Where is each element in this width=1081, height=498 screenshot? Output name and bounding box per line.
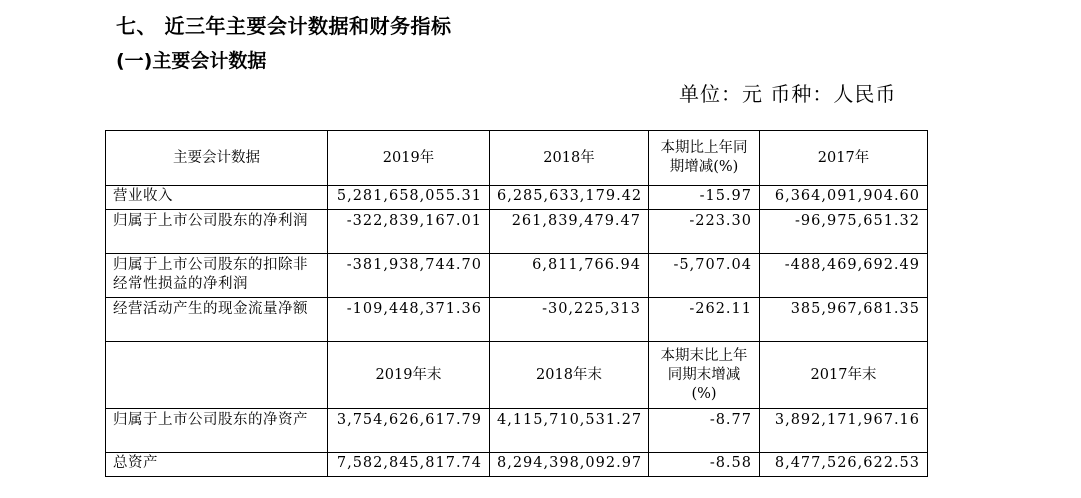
cell-2019: 7,582,845,817.74 [328,453,490,477]
table-row [106,186,928,210]
row-label: 经营活动产生的现金流量净额 [106,298,328,342]
cell-2018: 6,811,766.94 [490,254,649,298]
row-label: 归属于上市公司股东的净资产 [106,409,328,453]
table-row [106,453,928,477]
header-change-line1: 本期比上年同 [660,140,748,156]
table-subheader-row [106,342,928,409]
table-row [106,298,928,342]
table-row [106,409,928,453]
table-header-row [106,131,928,186]
cell-2017: 385,967,681.35 [760,298,928,342]
cell-2019: -322,839,167.01 [328,210,490,254]
row-label: 营业收入 [106,186,328,210]
row-label: 总资产 [106,453,328,477]
key-accounting-data-table [105,130,928,477]
cell-2018: 261,839,479.47 [490,210,649,254]
cell-2018: -30,225,313 [490,298,649,342]
subheader-2018-end: 2018年末 [490,342,649,409]
header-2017: 2017年 [760,131,928,186]
table-row [106,210,928,254]
cell-2017: 6,364,091,904.60 [760,186,928,210]
header-2019: 2019年 [328,131,490,186]
cell-change: -8.58 [649,453,760,477]
cell-change: -15.97 [649,186,760,210]
subheader-change-line3: (%) [691,385,717,402]
cell-2018: 6,285,633,179.42 [490,186,649,210]
cell-2017: 3,892,171,967.16 [760,409,928,453]
cell-change: -8.77 [649,409,760,453]
cell-2017: 8,477,526,622.53 [760,453,928,477]
cell-2018: 8,294,398,092.97 [490,453,649,477]
cell-2019: -381,938,744.70 [328,254,490,298]
row-label: 归属于上市公司股东的扣除非经常性损益的净利润 [106,254,328,298]
subsection-title: (一)主要会计数据 [116,50,267,72]
header-change [649,131,760,186]
header-item: 主要会计数据 [106,131,328,186]
section-title: 七、 近三年主要会计数据和财务指标 [116,14,452,38]
cell-2019: -109,448,371.36 [328,298,490,342]
row-label: 归属于上市公司股东的净利润 [106,210,328,254]
subheader-2019-end: 2019年末 [328,342,490,409]
cell-change: -223.30 [649,210,760,254]
unit-currency-note: 单位：元 币种：人民币 [679,82,897,106]
subheader-item [106,342,328,409]
cell-2017: -488,469,692.49 [760,254,928,298]
cell-change: -5,707.04 [649,254,760,298]
header-2018: 2018年 [490,131,649,186]
subheader-change-line2: 同期末增减 [667,366,741,383]
header-change-line2: 期增减(%) [669,159,739,175]
cell-2019: 3,754,626,617.79 [328,409,490,453]
subheader-change [649,342,760,409]
subheader-2017-end: 2017年末 [760,342,928,409]
cell-2018: 4,115,710,531.27 [490,409,649,453]
cell-change: -262.11 [649,298,760,342]
cell-2017: -96,975,651.32 [760,210,928,254]
table-row [106,254,928,298]
cell-2019: 5,281,658,055.31 [328,186,490,210]
subheader-change-line1: 本期末比上年 [660,347,748,364]
